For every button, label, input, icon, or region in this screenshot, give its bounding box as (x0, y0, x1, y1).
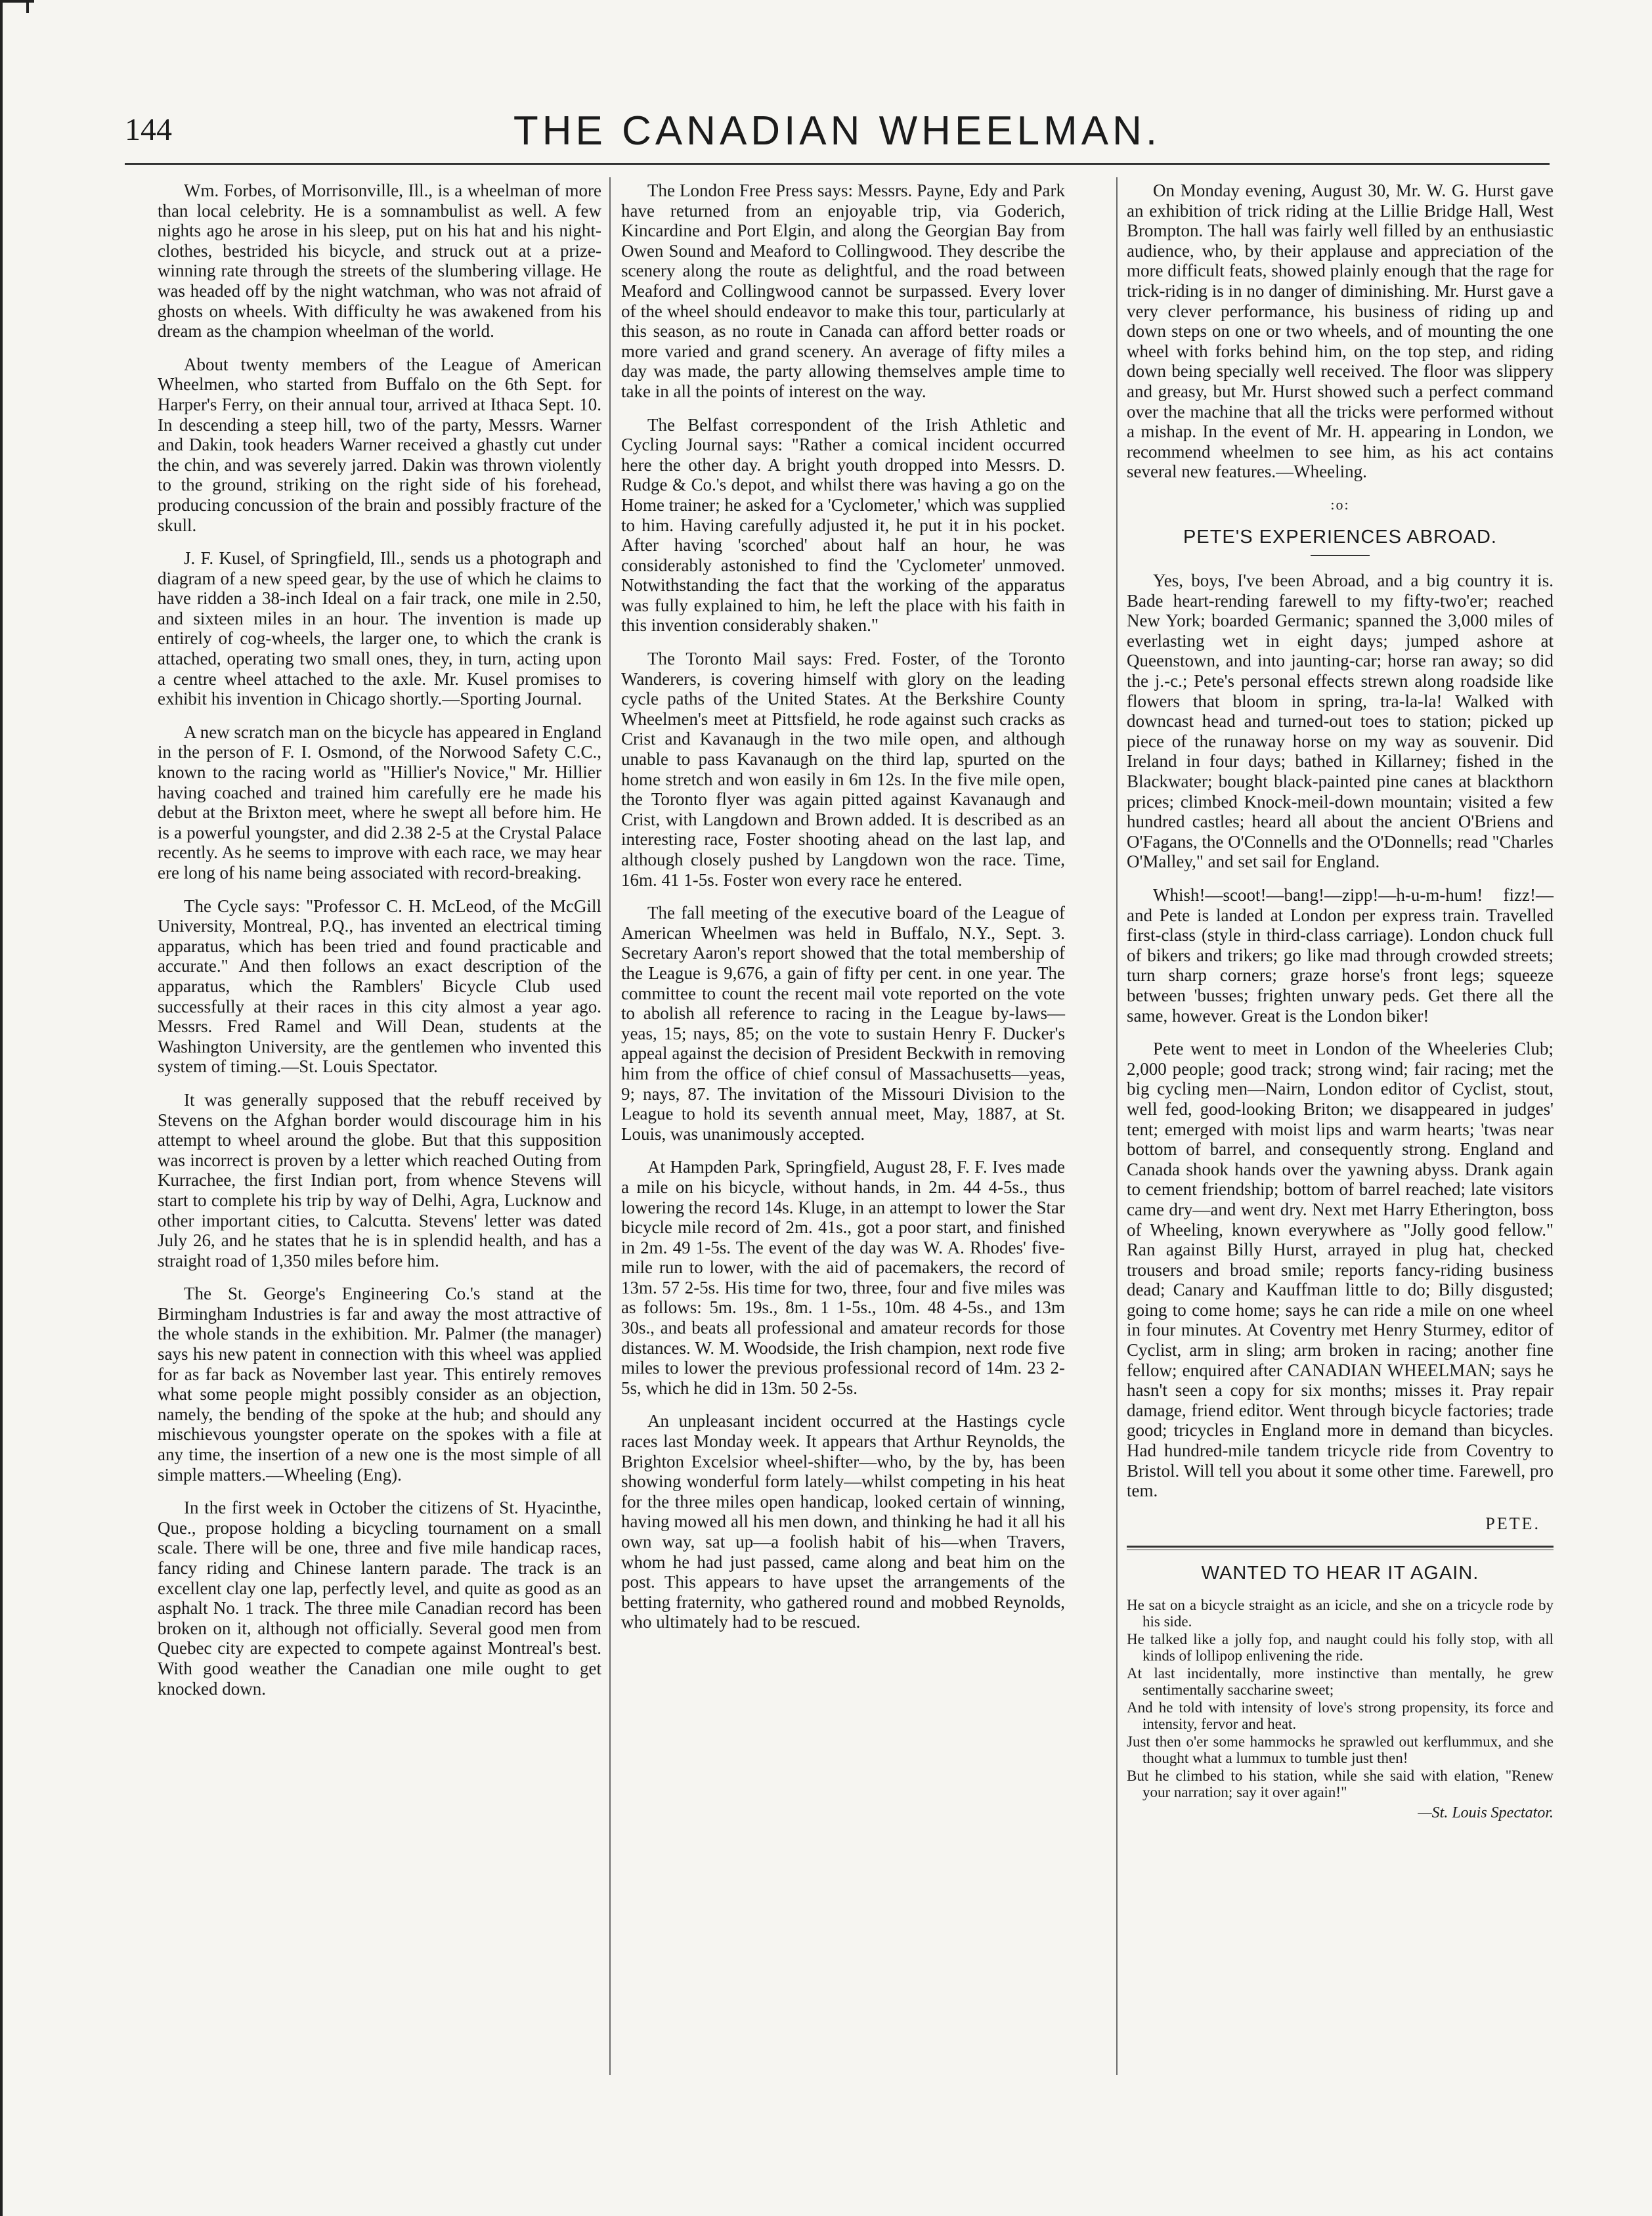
article-kusel-gear: J. F. Kusel, of Springfield, Ill., sends us a photograph and diagram of a new speed gear, by the use of which he claims to have ridden a 38-inch Ideal on a fair track, one mile in 2.50, and sixteen miles in an hour. The invention is made up entirely of cog-wheels, the larger one, to which the crank is attached, operating two small ones, they, in turn, acting upon a centre wheel attached to the axle. Mr. Kusel promises to exhibit his invention in Chicago shortly.—Sporting Journal. (158, 548, 601, 709)
column-divider-2 (1116, 177, 1118, 2075)
poem-line: He talked like a jolly fop, and naught could his folly stop, with all kinds of lollipop enlivening the ride. (1127, 1631, 1554, 1664)
article-foster: The Toronto Mail says: Fred. Foster, of the Toronto Wanderers, is covering himself with glory on the leading cycle paths of the United States. At the Berkshire County Wheelmen's meet at Pittsfield, he rode against such cracks as Crist and Kavanaugh in the two mile open, and although unable to pass Kavanaugh on the third lap, spurted on the home stretch and won easily in 6m 12s. In the five mile open, the Toronto flyer was again pitted against Kavanaugh and Crist, with Langdown and Brown added. It is described as an interesting race, Foster shooting ahead on the last lap, and although closely pushed by Langdown won the race. Time, 16m. 41 1-5s. Foster won every race he entered. (621, 649, 1065, 890)
poem-line: Just then o'er some hammocks he sprawled out kerflummux, and she thought what a lummux to tumble just then! (1127, 1733, 1554, 1766)
pete-article-title: PETE'S EXPERIENCES ABROAD. (1183, 526, 1497, 548)
poem-line: But he climbed to his station, while she said with elation, "Renew your narration; say it over again!" (1127, 1768, 1554, 1800)
pete-paragraph: Whish!—scoot!—bang!—zipp!—h-u-m-hum! fizz!—and Pete is landed at London per express train. Travelled first-class (style in third-class carriage). London chuck full of bikers and trikers; go like mad through crowded streets; turn sharp corners; graze horse's front legs; squeeze between 'busses; frighten unwary peds. Get there all the same, however. Great is the London biker! (1127, 885, 1554, 1026)
page-number: 144 (125, 112, 172, 147)
scan-corner-tick (26, 0, 29, 13)
column-2 (621, 181, 1065, 1645)
poem-title: WANTED TO HEAR IT AGAIN. (1201, 1563, 1479, 1584)
article-osmond: A new scratch man on the bicycle has appeared in England in the person of F. I. Osmond, of the Norwood Safety C.C., known to the racing world as "Hillier's Novice," Mr. Hillier having coached and trained him carefully ere he made his debut at the Brixton meet, where he swept all before him. He is a powerful youngster, and did 2.38 2-5 at the Crystal Palace recently. As he seems to improve with each race, we may hear ere long of his name being associated with record-breaking. (158, 722, 601, 882)
poem-line: He sat on a bicycle straight as an icicle, and she on a tricycle rode by his side. (1127, 1597, 1554, 1630)
article-somnambulist: Wm. Forbes, of Morrisonville, Ill., is a wheelman of more than local celebrity. He is a somnambulist as well. A few nights ago he arose in his sleep, put on his hat and his night-clothes, bestrided his bicycle, and struck out at a prize-winning rate through the streets of the slumbering village. He was headed off by the night watchman, who was not afraid of ghosts on wheels. With difficulty he was awakened from his dream as the champion wheelman of the world. (158, 181, 601, 341)
column-3 (1127, 181, 1554, 1823)
header-rule (125, 163, 1550, 165)
article-stevens: It was generally supposed that the rebuff received by Stevens on the Afghan border would discourage him in his attempt to wheel around the globe. But that this supposition was incorrect is proven by a letter which reached Outing from Kurrachee, the first Indian port, from whence Stevens will start to complete his trip by way of Delhi, Agra, Lucknow and other important cities, to Calcutta. Stevens' letter was dated July 26, and he states that he is in splendid health, and has a straight road of 1,350 miles before him. (158, 1089, 601, 1271)
section-separator: :o: (1330, 496, 1350, 513)
article-timing-apparatus: The Cycle says: "Professor C. H. McLeod, of the McGill University, Montreal, P.Q., has invented an electrical timing apparatus, which has been tried and found practicable and accurate." And then follows an exact description of the apparatus, which the Ramblers' Bicycle Club used successfully at their races in this city almost a year ago. Messrs. Fred Ramel and Will Dean, students at the Washington University, are the gentlemen who invented this system of timing.—St. Louis Spectator. (158, 896, 601, 1077)
article-law-tour: About twenty members of the League of American Wheelmen, who started from Buffalo on the 6th Sept. for Harper's Ferry, on their annual tour, arrived at Ithaca Sept. 10. In descending a steep hill, two of the party, Messrs. Warner and Dakin, took headers Warner received a ghastly cut under the chin, and was severely jarred. Dakin was thrown violently to the ground, striking on the right side of his forehead, producing concussion of the brain and possibly fracture of the skull. (158, 354, 601, 535)
article-hampden-park: At Hampden Park, Springfield, August 28, F. F. Ives made a mile on his bicycle, without hands, in 2m. 44 4-5s., thus lowering the record 14s. Kluge, in an attempt to lower the Star bicycle mile record of 2m. 41s., got a poor start, and finished in 2m. 49 1-5s. The event of the day was W. A. Rhodes' five-mile run to lower, with the aid of pacemakers, the record of 13m. 57 2-5s. His time for two, three, four and five miles was as follows: 5m. 19s., 8m. 1 1-5s., 10m. 48 4-5s., and 13m 30s., and beats all professional and amateur records for those distances. W. M. Woodside, the Irish champion, next rode five miles to lower the previous professional record of 14m. 23 2-5s, which he did in 13m. 50 2-5s. (621, 1157, 1065, 1398)
column-1 (158, 181, 601, 1712)
article-hastings: An unpleasant incident occurred at the Hastings cycle races last Monday week. It appears that Arthur Reynolds, the Brighton Excelsior wheel-shifter—who, by the by, has been showing wonderful form lately—whilst competing in his heat for the three miles open handicap, looked certain of winning, having mowed all his men down, and thinking he had it all his own way, sat up—a foolish habit of his—when Travers, whom he had just passed, came along and beat him on the post. This appears to have upset the arrangements of the betting fraternity, who gathered round and mobbed Reynolds, who ultimately had to be rescued. (621, 1411, 1065, 1632)
article-cyclometer: The Belfast correspondent of the Irish Athletic and Cycling Journal says: "Rather a comical incident occurred here the other day. A bright youth dropped into Messrs. D. Rudge & Co.'s depot, and whilst there was having a go on the Home trainer; he asked for a 'Cyclometer,' which was supplied to him. Having carefully adjusted it, he put it in his pocket. After having 'scorched' about half an hour, he was considerably astonished to find the 'Cyclometer' unmoved. Notwithstanding the fact that the working of the apparatus was fully explained to him, he left the place with his faith in this invention considerably shaken." (621, 414, 1065, 636)
section-double-rule (1127, 1546, 1554, 1550)
column-divider-1 (609, 177, 611, 2075)
article-free-press-tour: The London Free Press says: Messrs. Payne, Edy and Park have returned from an enjoyable trip, via Goderich, Kincardine and Port Elgin, and along the Georgian Bay from Owen Sound and Meaford to Collingwood. They describe the scenery along the route as delightful, and the road between Meaford and Collingwood cannot be surpassed. Every lover of the wheel should endeavor to make this tour, particularly at this season, as no route in Canada can afford better roads or more varied and grand scenery. An average of fifty miles a day was made, the party allowing themselves ample time to take in all the points of interest on the way. (621, 181, 1065, 401)
poem-line: At last incidentally, more instinctive than mentally, he grew sentimentally saccharine sweet; (1127, 1665, 1554, 1698)
title-underline (1311, 555, 1370, 556)
poem-line: And he told with intensity of love's strong propensity, its force and intensity, fervor and heat. (1127, 1699, 1554, 1732)
scan-edge-left (0, 0, 3, 2216)
article-st-george: The St. George's Engineering Co.'s stand at the Birmingham Industries is far and away the most attractive of the whole stands in the exhibition. Mr. Palmer (the manager) says his new patent in connection with this wheel was applied for as far back as November last year. This entirely removes what some people might possibly consider as an objection, namely, the bending of the spoke at the hub; and should any mischievous youngster operate on the spokes with a file at any time, the insertion of a new one is the most simple of all simple matters.—Wheeling (Eng). (158, 1284, 601, 1485)
pete-signature: PETE. (1485, 1513, 1540, 1533)
page-header (125, 98, 1550, 161)
scan-corner-mark (3, 0, 34, 3)
article-st-hyacinthe: In the first week in October the citizens of St. Hyacinthe, Que., propose holding a bicycling tournament on a small scale. There will be one, three and five mile handicap races, fancy riding and Chinese lantern parade. The track is an excellent clay one lap, perfectly level, and quite as good as an asphalt No. 1 track. The three mile Canadian record has been broken on it, although not officially. Several good men from Quebec city are expected to compete against Montreal's best. With good weather the Canadian one mile ought to get knocked down. (158, 1498, 601, 1699)
masthead-title: THE CANADIAN WHEELMAN. (513, 108, 1162, 154)
article-law-meeting: The fall meeting of the executive board of the League of American Wheelmen was held in Buffalo, N.Y., Sept. 3. Secretary Aaron's report showed that the total membership of the League is 9,676, a gain of fifty per cent. in one year. The committee to count the recent mail vote reported on the vote to abolish all reference to racing in the League by-laws—yeas, 15; nays, 85; on the vote to sustain Henry F. Ducker's appeal against the decision of President Beckwith in removing him from the office of chief consul of Massachusetts—yeas, 9; nays, 87. The invitation of the Missouri Division to the League to hold its seventh annual meet, May, 1887, at St. Louis, was unanimously accepted. (621, 903, 1065, 1144)
pete-paragraph: Pete went to meet in London of the Wheeleries Club; 2,000 people; good track; strong wind; fair racing; met the big cycling men—Nairn, London editor of Cyclist, stout, well fed, good-looking Briton; we disappeared in judges' tent; emerged with moist lips and warm hearts; 'twas near bottom of barrel, and consequently strong. England and Canada shook hands over the yawning abyss. Drank again to cement friendship; bottom of barrel reached; late visitors came dry—and went dry. Next met Harry Etherington, boss of Wheeling, known everywhere as "Jolly good fellow." Ran against Billy Hurst, arrayed in plug hat, checked trousers and broad smile; reports fancy-riding business dead; Canary and Kauffman little to do; Billy disgusted; going to come home; says he can ride a mile on one wheel in four minutes. At Coventry met Henry Sturmey, editor of Cyclist, arm in sling; arm broken in racing; another fine fellow; enquired after CANADIAN WHEELMAN; says he hasn't seen a copy for six months; misses it. Pray repair damage, friend editor. Went through bicycle factories; trade good; tricycles in England more in demand than bicycles. Had hundred-mile tandem tricycle ride from Coventry to Bristol. Will tell you about it some other time. Farewell, pro tem. (1127, 1039, 1554, 1501)
pete-paragraph: Yes, boys, I've been Abroad, and a big country it is. Bade heart-rending farewell to my fifty-two'er; reached New York; boarded Germanic; spanned the 3,000 miles of everlasting wet in eight days; jumped ashore at Queenstown, and into jaunting-car; horse ran away; so did the j.-c.; Pete's personal effects strewn along roadside like flowers that bloom in spring, tra-la-la! Walked with downcast head and turned-out toes to station; picked up piece of the runaway horse on my way as souvenir. Did Ireland in four days; bathed in Killarney; fished in the Blackwater; bought black-painted pine canes at blackthorn prices; climbed Knock-meil-down mountain; visited a few hundred castles; heard all about the ancient O'Briens and O'Fagans, the O'Connells and the O'Donnells; read "Charles O'Malley," and set sail for England. (1127, 571, 1554, 872)
article-hurst-trick-riding: On Monday evening, August 30, Mr. W. G. Hurst gave an exhibition of trick riding at the Lillie Bridge Hall, West Brompton. The hall was fairly well filled by an enthusiastic audience, who, by their applause and appreciation of the more difficult feats, showed plainly enough that the rage for trick-riding is in no danger of diminishing. Mr. Hurst gave a very clever performance, his business of riding up and down steps on one or two wheels, and of mounting the one wheel with forks behind him, on the top step, and riding down being specially well received. The floor was slippery and greasy, but Mr. Hurst showed such a perfect command over the machine that all the tricks were performed without a mishap. In the event of Mr. H. appearing in London, we recommend wheelmen to see him, as his act contains several new features.—Wheeling. (1127, 181, 1554, 482)
poem (1127, 1597, 1554, 1800)
poem-source: —St. Louis Spectator. (1418, 1804, 1554, 1821)
